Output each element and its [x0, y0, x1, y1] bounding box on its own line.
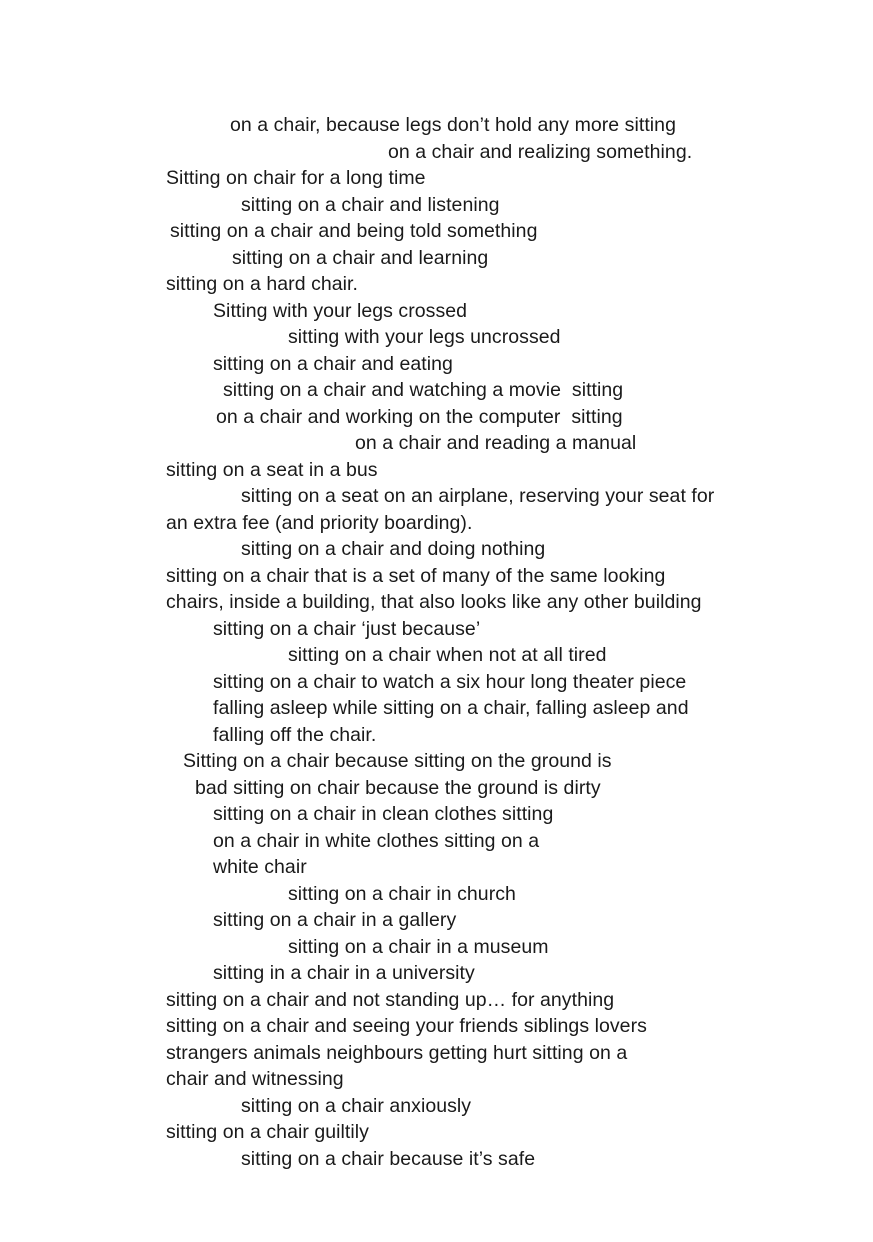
poem-line: sitting on a chair and being told something [170, 220, 538, 242]
poem-line: sitting on a chair when not at all tired [288, 644, 607, 666]
poem-line: white chair [213, 856, 307, 878]
poem-line: falling asleep while sitting on a chair, falling asleep and [213, 697, 689, 719]
poem-line: chairs, inside a building, that also looks like any other building [166, 591, 702, 613]
poem-line: sitting on a chair in church [288, 882, 516, 905]
poem-line: sitting on a chair and seeing your friends siblings lovers [166, 1015, 647, 1037]
poem-line: on a chair and reading a manual [355, 432, 637, 454]
poem-line: on a chair in white clothes sitting on a [213, 829, 540, 852]
poem-line: sitting on a chair that is a set of many of the same looking [166, 564, 666, 587]
poem-line: sitting on a chair ‘just because’ [213, 617, 481, 640]
poem-line: sitting on a hard chair. [166, 273, 358, 295]
poem-line: Sitting on a chair because sitting on the ground is [183, 750, 612, 772]
poem-line: Sitting on chair for a long time [166, 167, 426, 189]
poem-line: sitting on a chair and listening [241, 193, 500, 216]
poem-line: sitting on a chair and eating [213, 352, 453, 375]
poem-text-block [166, 112, 806, 1172]
poem-line: on a chair and working on the computer sitting [216, 405, 623, 428]
poem-line: sitting on a chair to watch a six hour long theater piece [213, 670, 687, 693]
poem-line: sitting on a seat in a bus [166, 458, 378, 481]
poem-line: sitting with your legs uncrossed [288, 326, 561, 348]
poem-line: sitting on a chair anxiously [241, 1094, 472, 1117]
poem-line: strangers animals neighbours getting hurt sitting on a [166, 1041, 628, 1064]
poem-line: sitting on a chair in a gallery [213, 909, 457, 931]
poem-line: an extra fee (and priority boarding). [166, 511, 473, 534]
poem-line: chair and witnessing [166, 1068, 344, 1090]
poem-line: sitting on a chair in a museum [288, 935, 549, 958]
poem-line: sitting on a chair guiltily [166, 1121, 369, 1143]
poem-line: sitting on a chair and watching a movie sitting [223, 379, 624, 401]
poem-line: Sitting with your legs crossed [213, 299, 468, 322]
poem-line: sitting on a chair and learning [232, 246, 489, 269]
poem-line: sitting on a chair and doing nothing [241, 538, 546, 560]
poem-line: falling off the chair. [213, 723, 377, 746]
poem-line: on a chair, because legs don’t hold any more sitting [230, 114, 676, 136]
poem-line: sitting on a chair because it’s safe [241, 1147, 536, 1170]
poem-line: bad sitting on chair because the ground is dirty [195, 776, 601, 799]
poem-line: sitting on a seat on an airplane, reserving your seat for [241, 485, 715, 507]
poem-line: sitting in a chair in a university [213, 962, 475, 984]
poem-line: on a chair and realizing something. [388, 140, 693, 163]
poem-line: sitting on a chair and not standing up… for anything [166, 988, 615, 1011]
poem-line: sitting on a chair in clean clothes sitting [213, 803, 554, 825]
